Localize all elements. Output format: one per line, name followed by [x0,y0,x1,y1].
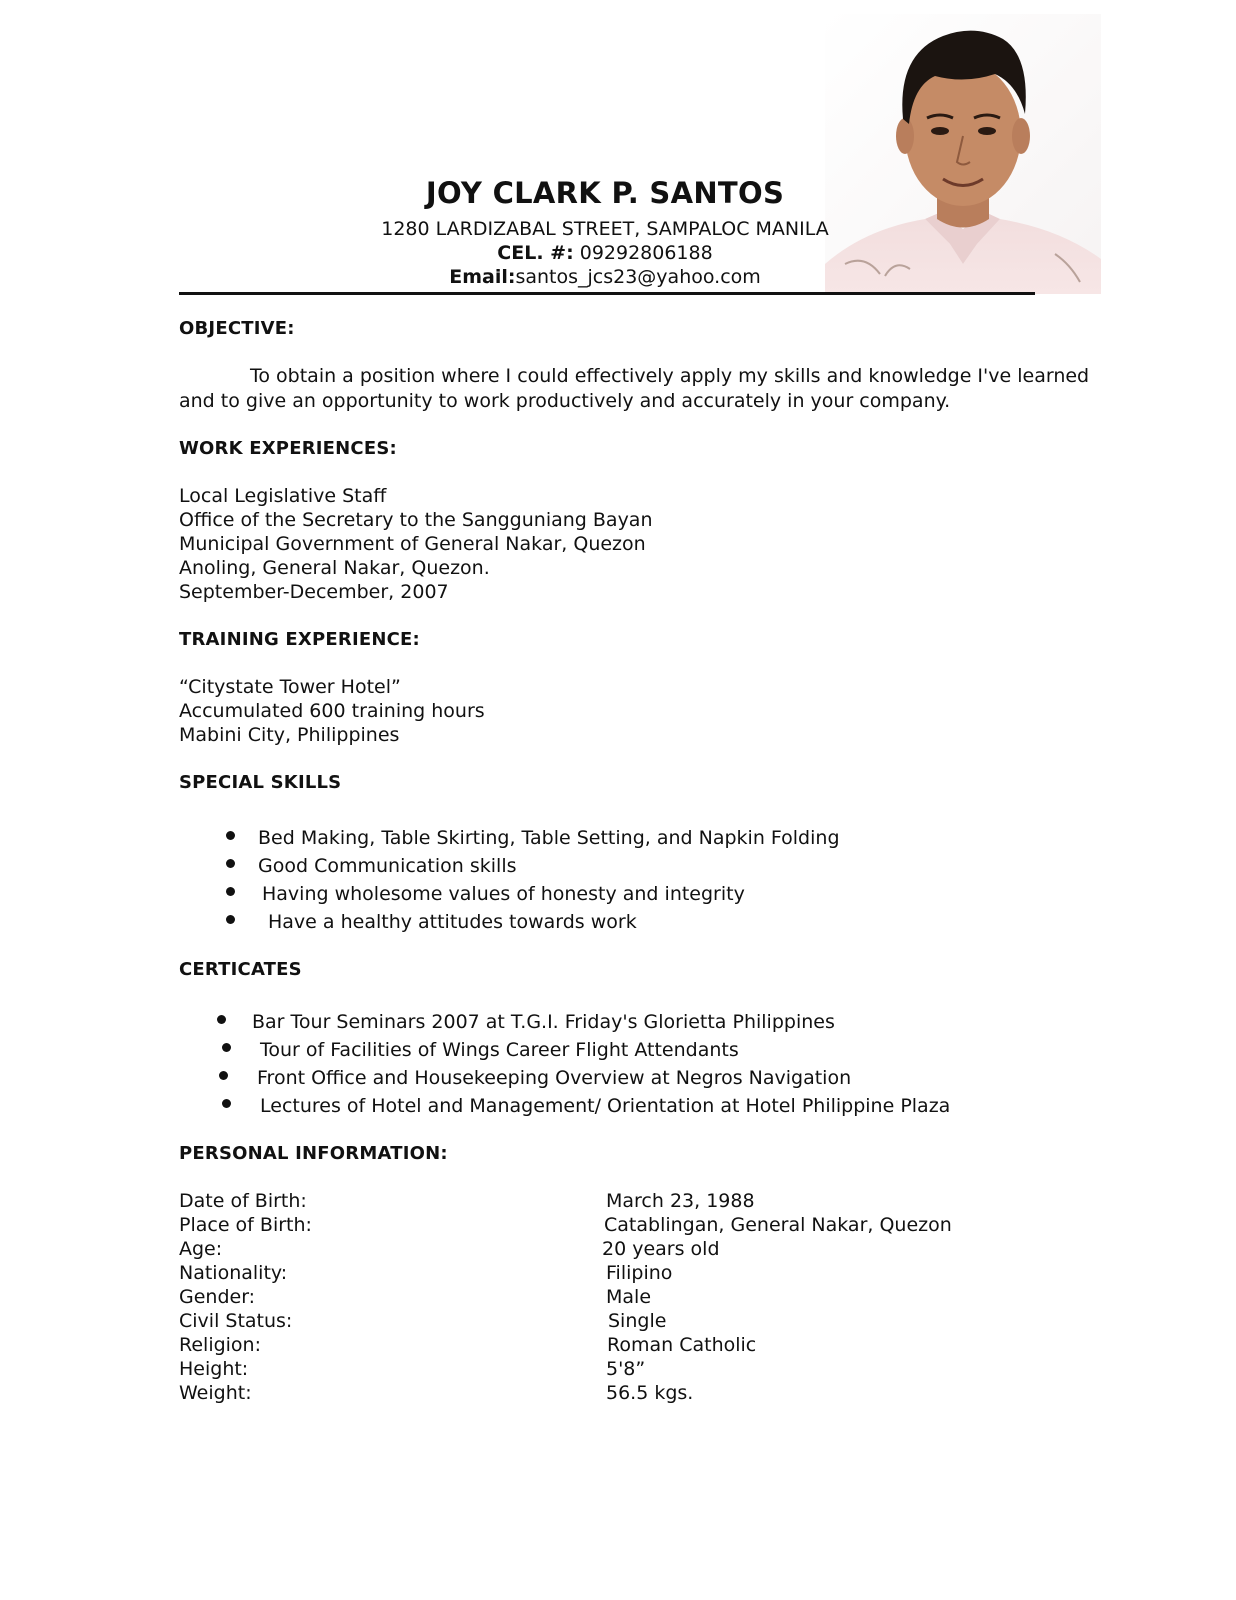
skill-item: Having wholesome values of honesty and integrity [262,883,745,905]
personal-label: Place of Birth: [179,1214,312,1236]
skill-item: Bed Making, Table Skirting, Table Setting, and Napkin Folding [258,827,840,849]
bullet-icon [226,887,235,896]
certificates-heading: CERTICATES [179,959,302,980]
bullet-icon [219,1071,228,1080]
work-line: September-December, 2007 [179,581,449,603]
certificate-item: Lectures of Hotel and Management/ Orientation at Hotel Philippine Plaza [260,1095,951,1117]
bullet-icon [226,915,235,924]
training-line: “Citystate Tower Hotel” [179,676,401,698]
training-heading: TRAINING EXPERIENCE: [179,629,420,650]
work-experience-heading: WORK EXPERIENCES: [179,438,397,459]
skill-item: Good Communication skills [258,855,517,877]
applicant-name: JOY CLARK P. SANTOS [425,176,785,210]
bullet-icon [222,1099,231,1108]
personal-label: Height: [179,1358,249,1380]
bullet-icon [226,831,235,840]
work-line: Office of the Secretary to the Sangguniang Bayan [179,509,653,531]
personal-value: Male [606,1286,652,1308]
phone-label: CEL. #: [497,242,574,264]
certificate-item: Front Office and Housekeeping Overview at Negros Navigation [257,1067,852,1089]
personal-value: 5'8” [606,1358,646,1380]
phone-line [305,241,905,265]
training-line: Mabini City, Philippines [179,724,400,746]
objective-text-line-1: To obtain a position where I could effectively apply my skills and knowledge I've learned [250,365,1090,387]
training-line: Accumulated 600 training hours [179,700,485,722]
personal-value: Catablingan, General Nakar, Quezon [604,1214,952,1236]
email-label: Email: [449,266,516,288]
email-line [305,265,905,289]
personal-label: Weight: [179,1382,252,1404]
bullet-icon [217,1015,226,1024]
objective-heading: OBJECTIVE: [179,318,295,339]
personal-label: Civil Status: [179,1310,293,1332]
personal-value: 20 years old [602,1238,720,1260]
objective-text-line-2: and to give an opportunity to work productively and accurately in your company. [179,390,951,412]
work-line: Anoling, General Nakar, Quezon. [179,557,490,579]
certificate-item: Tour of Facilities of Wings Career Flight Attendants [260,1039,739,1061]
skills-heading: SPECIAL SKILLS [179,772,342,793]
personal-value: Single [608,1310,667,1332]
phone-number: 09292806188 [573,242,713,264]
personal-label: Gender: [179,1286,256,1308]
email-address: santos_jcs23@yahoo.com [515,266,761,288]
personal-value: March 23, 1988 [606,1190,755,1212]
bullet-icon [222,1043,231,1052]
personal-label: Nationality: [179,1262,288,1284]
certificate-item: Bar Tour Seminars 2007 at T.G.I. Friday's Glorietta Philippines [252,1011,835,1033]
personal-info-heading: PERSONAL INFORMATION: [179,1143,448,1164]
work-line: Municipal Government of General Nakar, Quezon [179,533,646,555]
bullet-icon [226,859,235,868]
personal-label: Religion: [179,1334,262,1356]
personal-label: Age: [179,1238,223,1260]
personal-value: 56.5 kgs. [606,1382,694,1404]
personal-label: Date of Birth: [179,1190,307,1212]
personal-value: Filipino [606,1262,673,1284]
header-divider [179,292,1035,295]
work-line: Local Legislative Staff [179,485,387,507]
address-line: 1280 LARDIZABAL STREET, SAMPALOC MANILA [381,218,829,240]
personal-value: Roman Catholic [607,1334,757,1356]
skill-item: Have a healthy attitudes towards work [268,911,637,933]
